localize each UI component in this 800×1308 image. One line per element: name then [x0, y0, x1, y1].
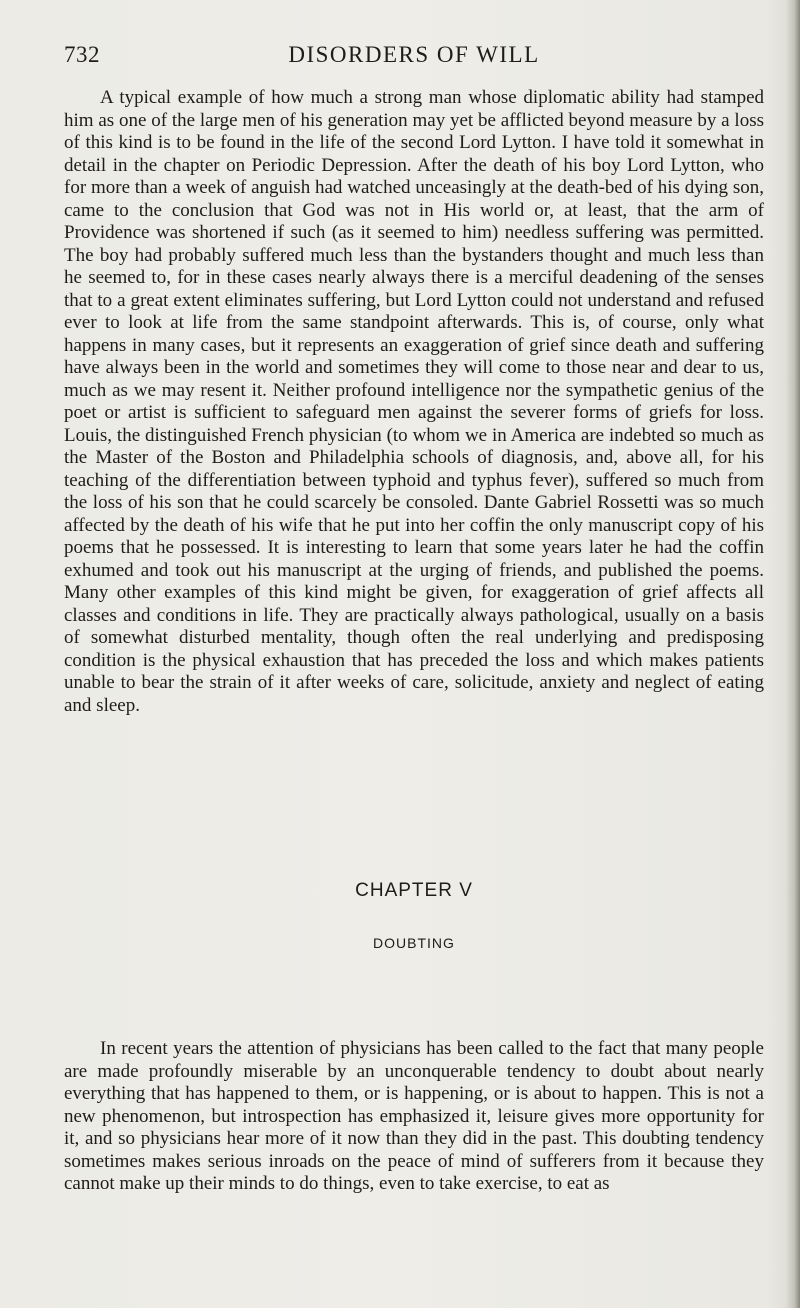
page-edge-shadow: [786, 0, 800, 1308]
paragraph-text: A typical example of how much a strong man whose diplomatic ability had stamped him as one of the large men of his generation may yet be afflicted beyond measure by a loss of this kind is to be found in the life of the second Lord Lytton. I have told it somewhat in detail in the chapter on Periodic Depression. After the death of his boy Lord Lytton, who for more than a week of anguish had watched unceasingly at the death-bed of his dying son, came to the conclusion that God was not in His world or, at least, that the arm of Providence was shortened if such (as it seemed to him) needless suffering was permitted. The boy had probably suffered much less than the bystanders thought and much less than he seemed to, for in these cases nearly always there is a merciful deadening of the senses that to a great extent eliminates suffering, but Lord Lytton could not understand and refused ever to look at life from the same standpoint afterwards. This is, of course, only what happens in many cases, but it represents an exaggeration of grief since death and suffering have always been in the world and sometimes they will come to those near and dear to us, much as we may resent it. Neither profound intelligence nor the sympathetic genius of the poet or artist is sufficient to safeguard men against the severer forms of griefs for loss. Louis, the distinguished French physician (to whom we in America are indebted so much as the Master of the Boston and Philadelphia schools of diagnosis, and, above all, for his teaching of the differentiation between typhoid and typhus fever), suffered so much from the loss of his son that he could scarcely be consoled. Dante Gabriel Rossetti was so much affected by the death of his wife that he put into her coffin the only manuscript copy of his poems that he possessed. It is interesting to learn that some years later he had the coffin exhumed and took out his manuscript at the urging of friends, and published the poems. Many other examples of this kind might be given, for exaggeration of grief affects all classes and conditions in life. They are practically always pathological, usually on a basis of somewhat disturbed mentality, though often the real underlying and predisposing condition is the physical exhaustion that has preceded the loss and which makes patients unable to bear the strain of it after weeks of care, solicitude, anxiety and neglect of eating and sleep.: [64, 87, 764, 716]
paragraph-text: In recent years the attention of physicians has been called to the fact that many people are made profoundly miserable by an unconquerable tendency to doubt about nearly everything that has happened to them, or is happening, or is about to happen. This is not a new phenomenon, but introspection has emphasized it, leisure gives more opportunity for it, and so physicians hear more of it now than they did in the past. This doubting tendency sometimes makes serious inroads on the peace of mind of sufferers from it because they cannot make up their minds to do things, even to take exercise, to eat as: [64, 1038, 764, 1194]
chapter-heading: CHAPTER V: [355, 880, 473, 901]
chapter-subtitle: DOUBTING: [373, 935, 455, 951]
body-paragraph-2: [64, 1038, 764, 1196]
body-paragraph-1: [64, 87, 764, 717]
running-title: DISORDERS OF WILL: [288, 42, 540, 67]
page-number: 732: [64, 42, 100, 67]
running-head: [64, 42, 764, 72]
